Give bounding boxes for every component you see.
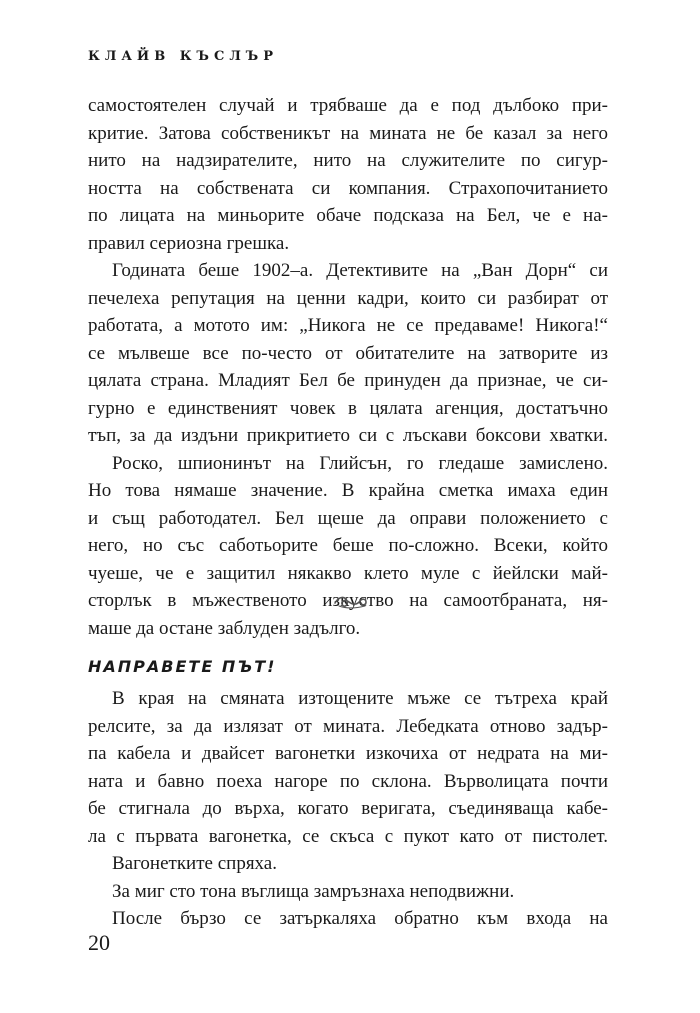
text-line: После бързо се затъркаляха обратно към входа на [112, 908, 608, 929]
text-line: релсите, за да излязат от мината. Лебедката отново задър- [88, 715, 608, 737]
text-line: критие. Затова собственикът на мината не бе казал за него [88, 122, 608, 144]
text-line: ната и бавно поеха нагоре по склона. Върволицата почти [88, 770, 608, 792]
text-line: маше да остане заблуден задълго. [88, 617, 361, 639]
text-line: цялата страна. Младият Бел бе принуден да признае, че си- [88, 370, 608, 391]
text-line: тъп, за да издъни прикритието си с лъскави боксови хватки. [88, 425, 608, 446]
text-line: Но това нямаше значение. В крайна сметка имаха един [88, 480, 608, 501]
text-line: чуеше, че е защитил някакво клето муле с йейлски май- [88, 562, 608, 584]
text-line: него, но със саботьорите беше по-сложно. Всеки, който [88, 535, 608, 556]
text-line: гурно е единственият човек в цялата агенция, достатъчно [88, 397, 608, 419]
text-line: сторлък в мъжественото изкуство на самоотбраната, ня- [88, 590, 608, 611]
text-line: Вагонетките спряха. [112, 853, 277, 874]
body-text-section-2 [88, 685, 608, 933]
text-line: За миг сто тона въглища замръзнаха неподвижни. [112, 880, 515, 902]
text-line: и същ работодател. Бел щеше да оправи положението с [88, 507, 608, 529]
text-line: Годината беше 1902–а. Детективите на „Ван Дорн“ си [112, 260, 608, 281]
text-line: Роско, шпионинът на Глийсън, го гледаше замислено. [112, 452, 608, 474]
section-heading: НАПРАВЕТЕ ПЪТ! [88, 657, 277, 676]
flourish-ornament-icon [333, 593, 369, 611]
text-line: нито на надзирателите, нито на служителите по сигур- [88, 150, 608, 171]
text-line: по лицата на миньорите обаче подсказа на Бел, че е на- [88, 205, 608, 226]
page-number: 20 [88, 930, 110, 955]
text-line: работата, а мотото им: „Никога не се предаваме! Никога!“ [88, 315, 608, 336]
body-text-section-1 [88, 92, 608, 642]
text-line: В края на смяната изтощените мъже се тътреха край [112, 688, 608, 709]
running-head: КЛАЙВ КЪСЛЪР [88, 49, 279, 64]
text-line: па кабела и двайсет вагонетки изкочиха от недрата на ми- [88, 743, 608, 764]
text-line: се мълвеше все по-често от обитателите на затворите из [88, 342, 608, 364]
text-line: ността на собствената си компания. Страхопочитанието [88, 177, 608, 199]
text-line: правил сериозна грешка. [88, 232, 290, 254]
text-line: ла с първата вагонетка, се скъса с пукот като от пистолет. [88, 825, 608, 847]
text-line: печелеха репутация на ценни кадри, които си разбират от [88, 287, 608, 309]
text-line: бе стигнала до върха, когато веригата, съединяваща кабе- [88, 798, 608, 819]
text-line: самостоятелен случай и трябваше да е под дълбоко при- [88, 95, 608, 116]
